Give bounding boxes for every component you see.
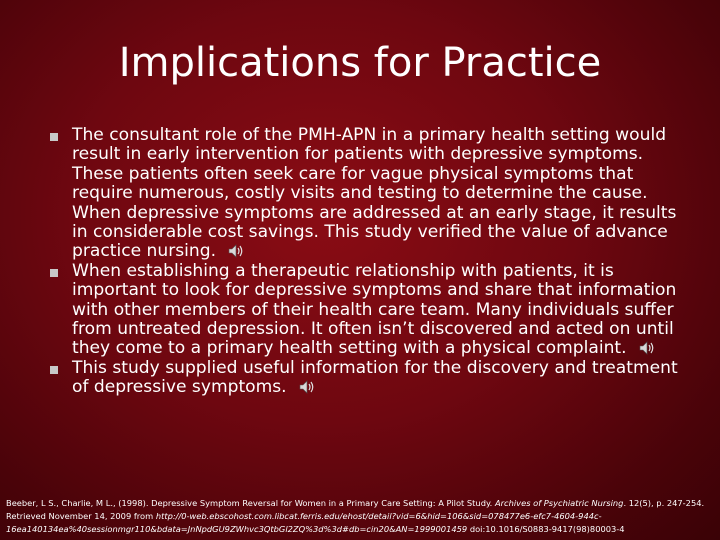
speaker-icon[interactable] bbox=[298, 379, 316, 395]
slide-title: Implications for Practice bbox=[118, 40, 602, 86]
bullet-text: This study supplied useful information for the discovery and treatment of depressive symptoms. bbox=[72, 357, 678, 398]
bullet-square-icon bbox=[50, 269, 58, 277]
bullet-square-icon bbox=[50, 133, 58, 141]
citation bbox=[6, 497, 714, 536]
bullet-item-3 bbox=[50, 359, 680, 398]
bullet-item-1 bbox=[50, 126, 680, 262]
speaker-icon[interactable] bbox=[638, 340, 656, 356]
citation-doi: doi:10.1016/S0883-9417(98)80003-4 bbox=[467, 524, 625, 534]
citation-authors: Beeber, L S., Charlie, M L., (1998). Depressive Symptom Reversal for Women in a Primary Care Setting: A Pilot Study. bbox=[6, 498, 495, 508]
bullet-list bbox=[50, 126, 680, 398]
speaker-icon[interactable] bbox=[227, 243, 245, 259]
bullet-text: The consultant role of the PMH-APN in a primary health setting would result in early intervention for patients with depressive symptoms. These patients often seek care for vague physical symptoms that require numerous, costly visits and testing to determine the cause. When depressive symptoms are addressed at an early stage, it results in considerable cost savings. This study verified the value of advance practice nursing. bbox=[72, 125, 677, 262]
bullet-text: When establishing a therapeutic relationship with patients, it is important to look for depressive symptoms and share that information with other members of their health care team. Many individuals suffer from untreated depression. It often isn’t discovered and acted on until they come to a primary health setting with a physical complaint. bbox=[72, 260, 677, 359]
citation-journal: Archives of Psychiatric Nursing bbox=[494, 498, 624, 508]
bullet-item-2 bbox=[50, 262, 680, 359]
citation-url[interactable]: http://0-web.ebscohost.com.libcat.ferris.edu/ehost/detail?vid=6&hid=106&sid=078477e6-efc7-4604-944c-16ea140134ea%40sessionmgr110&bdata=JnNpdGU9ZWhvc3QtbGl2ZQ%3d%3d#db=cin20&AN=1999001459 bbox=[6, 511, 602, 534]
bullet-square-icon bbox=[50, 366, 58, 374]
citation-details: . 12(5), p. 247-254. Retrieved November 14, 2009 from bbox=[6, 498, 705, 521]
